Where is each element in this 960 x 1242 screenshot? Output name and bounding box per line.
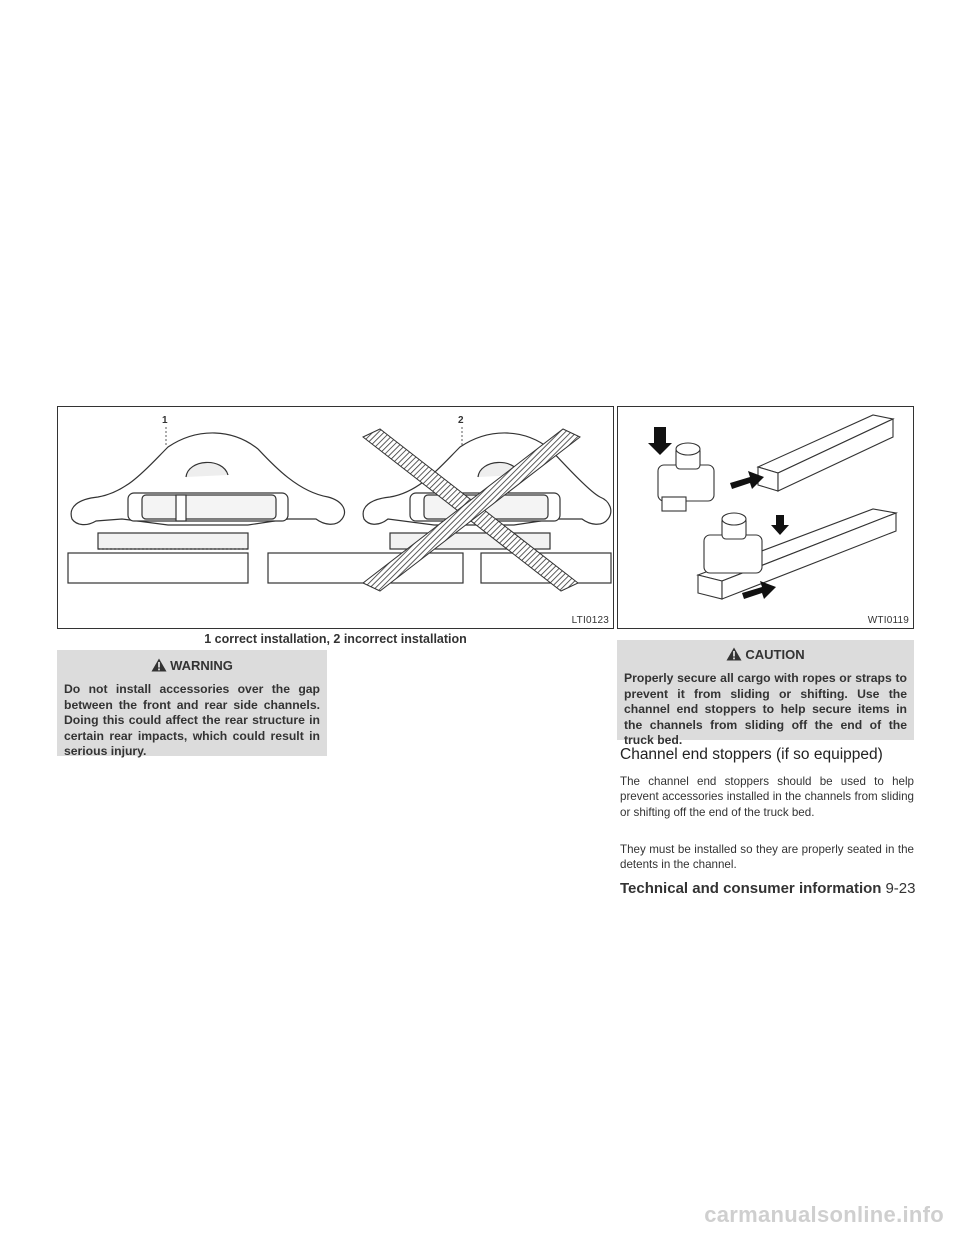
cleat-correct bbox=[71, 433, 344, 549]
figure-caption: 1 correct installation, 2 incorrect installation bbox=[204, 632, 467, 646]
page-footer bbox=[620, 880, 914, 897]
warning-header bbox=[64, 656, 320, 674]
caution-text: Properly secure all cargo with ropes or straps to prevent it from sliding or shifting. Use the channel end stoppers to help secure items in the channels from sliding off the end of the truck bed. bbox=[624, 671, 907, 748]
callout-2: 2 bbox=[458, 415, 464, 426]
paragraph-2: They must be installed so they are properly seated in the detents in the channel. bbox=[620, 843, 914, 872]
cleat-installation-figure bbox=[57, 406, 614, 629]
warning-text: Do not install accessories over the gap between the front and rear side channels. Doing this could affect the rear structure in certain rear impacts, which could result in serious injury. bbox=[64, 682, 320, 759]
end-stopper-illustration bbox=[618, 407, 915, 630]
callout-1: 1 bbox=[162, 415, 168, 426]
caution-header bbox=[624, 645, 907, 663]
caution-triangle-icon bbox=[726, 647, 742, 661]
warning-title: WARNING bbox=[170, 657, 233, 673]
cleat-illustration bbox=[58, 407, 615, 630]
figure-code: LTI0123 bbox=[571, 615, 609, 626]
page-number: 9-23 bbox=[885, 880, 916, 897]
stopper-lower bbox=[704, 535, 762, 573]
section-title: Channel end stoppers (if so equipped) bbox=[620, 746, 883, 763]
channel-rail-left bbox=[68, 553, 248, 583]
caution-title: CAUTION bbox=[745, 646, 805, 662]
footer-section-name: Technical and consumer information bbox=[620, 880, 882, 897]
warning-triangle-icon bbox=[151, 658, 167, 672]
watermark: carmanualsonline.info bbox=[704, 1202, 944, 1227]
figure-code: WTI0119 bbox=[867, 615, 909, 626]
end-stopper-figure bbox=[617, 406, 914, 629]
stopper-upper bbox=[658, 465, 714, 501]
warning-box bbox=[57, 650, 327, 759]
paragraph-1: The channel end stoppers should be used to help prevent accessories installed in the channels from sliding or shifting off the end of the truck bed. bbox=[620, 775, 914, 819]
channel-rail-middle bbox=[268, 553, 463, 583]
caution-box bbox=[617, 640, 914, 748]
